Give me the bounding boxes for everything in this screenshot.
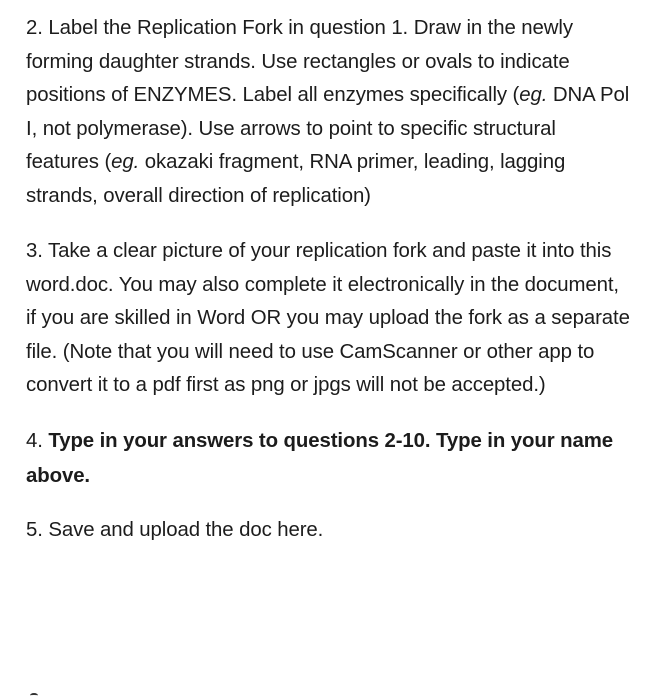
question-2-text-3: okazaki fragment, RNA primer, leading, lagging strands, overall direction of replication) [26, 151, 566, 207]
question-2-text-1: 2. Label the Replication Fork in question 1. Draw in the newly forming daughter strands. Use rectangles or ovals to indicate positions of ENZYMES. Label all enzymes specifically ( [26, 17, 573, 106]
question-2-eg-2: eg. [111, 151, 140, 173]
question-3-text: 3. Take a clear picture of your replication fork and paste it into this word.doc. You may also complete it electronically in the document, if you are skilled in Word OR you may upload the fork as a separate file. (Note that you will need to use CamScanner or other app to convert it to a pdf first as png or jpgs will not be accepted.) [26, 240, 630, 396]
question-5 [26, 514, 632, 548]
question-4-number: 4. [26, 429, 49, 452]
question-3 [26, 235, 632, 403]
question-4 [26, 424, 632, 494]
question-4-bold-text: Type in your answers to questions 2-10. Type in your name above. [26, 429, 613, 487]
question-5-text: 5. Save and upload the doc here. [26, 518, 324, 541]
document-body [26, 12, 632, 547]
question-2-eg-1: eg. [519, 84, 548, 106]
cut-off-text-fragment [30, 693, 38, 698]
question-2-text-2: DNA Pol I, not polymerase). Use arrows to point to specific structural features ( [26, 84, 630, 173]
question-2 [26, 12, 632, 213]
